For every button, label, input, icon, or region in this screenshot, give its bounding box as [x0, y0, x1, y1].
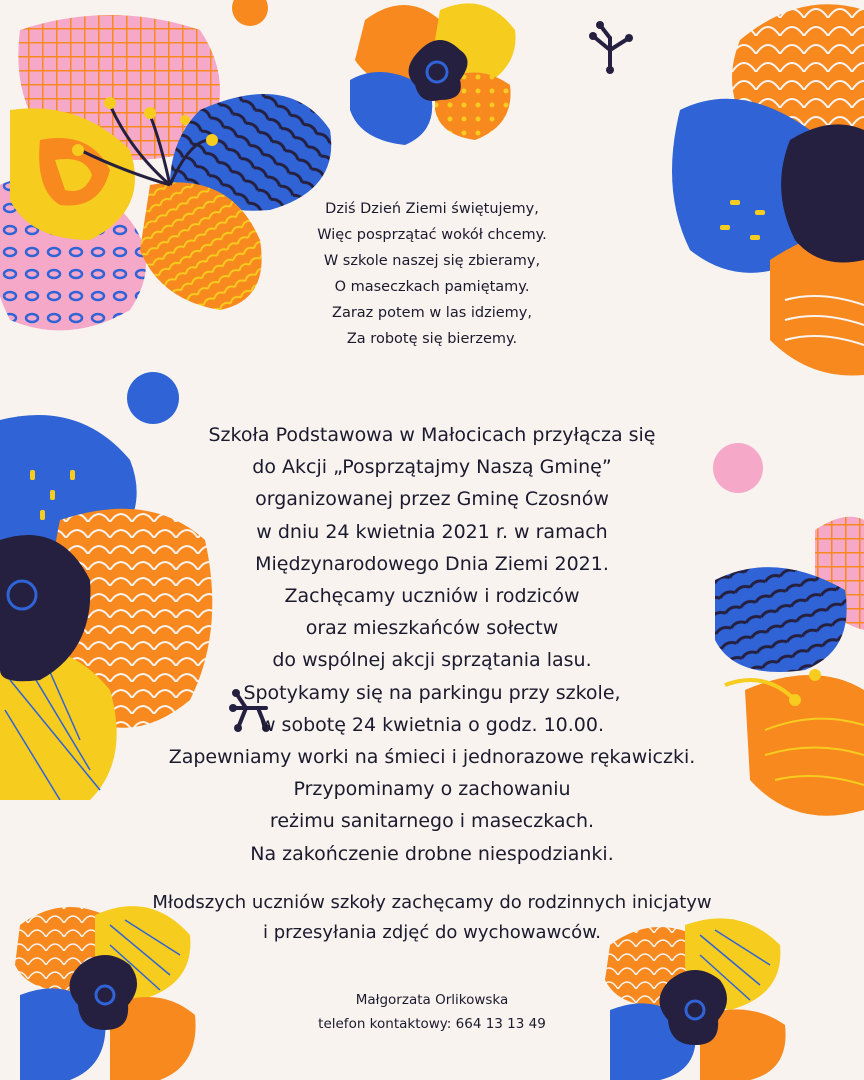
announcement-line: Szkoła Podstawowa w Małocicach przyłącza się [208, 424, 656, 446]
announcement-line: w sobotę 24 kwietnia o godz. 10.00. [259, 713, 605, 736]
poem-line: O maseczkach pamiętamy. [334, 279, 530, 295]
announcement-line: reżimu sanitarnego i maseczkach. [269, 810, 595, 833]
announcement-line: Zachęcamy uczniów i rodziców [284, 585, 580, 608]
signature-name: Małgorzata Orlikowska [355, 992, 509, 1008]
announcement-line: oraz mieszkańców sołectw [305, 617, 559, 640]
signature-phone: telefon kontaktowy: 664 13 13 49 [318, 1016, 546, 1032]
announcement [0, 419, 864, 870]
announcement-line: Na zakończenie drobne niespodzianki. [250, 842, 614, 865]
announcement-line: Zapewniamy worki na śmieci i jednorazowe rękawiczki. [168, 746, 696, 769]
announcement-line: organizowanej przez Gminę Czosnów [255, 488, 609, 511]
signature [0, 988, 864, 1036]
poem-line: Dziś Dzień Ziemi świętujemy, [325, 201, 539, 217]
announcement-line: w dniu 24 kwietnia 2021 r. w ramach [256, 520, 608, 543]
poem-line: Za robotę się bierzemy. [346, 331, 518, 347]
invite-paragraph [0, 888, 864, 948]
flower-top-center-decoration [345, 0, 525, 150]
poem-line: Zaraz potem w las idziemy, [332, 305, 532, 321]
poem-line: W szkole naszej się zbieramy, [323, 253, 541, 269]
poem-line: Więc posprzątać wokół chcemy. [317, 227, 547, 243]
orange-dot-decoration [230, 0, 270, 30]
announcement-line: Spotykamy się na parkingu przy szkole, [243, 681, 621, 704]
announcement-line: do Akcji „Posprzątajmy Naszą Gminę” [252, 456, 612, 479]
announcement-line: Przypominamy o zachowaniu [293, 778, 571, 801]
twig-top-right-decoration [585, 20, 635, 75]
invite-line: i przesyłania zdjęć do wychowawców. [262, 922, 601, 943]
invite-line: Młodszych uczniów szkoły zachęcamy do rodzinnych inicjatyw [152, 892, 712, 913]
poem [0, 196, 864, 352]
announcement-line: do wspólnej akcji sprzątania lasu. [272, 649, 592, 672]
announcement-line: Międzynarodowego Dnia Ziemi 2021. [255, 552, 609, 575]
